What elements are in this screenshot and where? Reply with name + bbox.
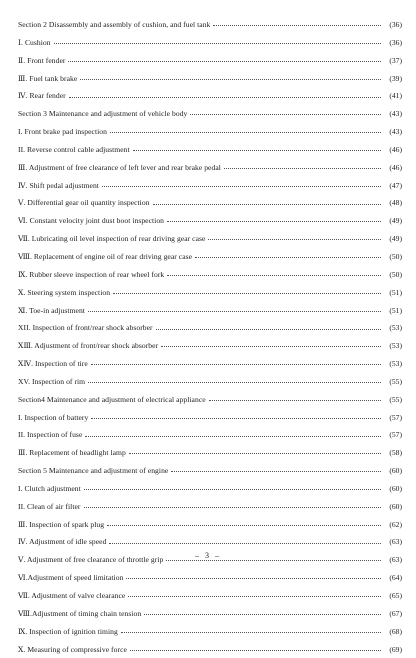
toc-entry[interactable] xyxy=(18,337,402,355)
toc-entry-page: (57) xyxy=(389,430,402,440)
toc-entry-page: (43) xyxy=(389,127,402,137)
dot-leader xyxy=(102,186,381,187)
toc-entry[interactable] xyxy=(18,141,402,159)
toc-entry-page: (49) xyxy=(389,216,402,226)
toc-entry-label: II. Reverse control cable adjustment xyxy=(18,144,130,154)
dot-leader xyxy=(88,382,381,383)
toc-entry-page: (60) xyxy=(389,501,402,511)
toc-entry[interactable] xyxy=(18,248,402,266)
dot-leader xyxy=(195,257,381,258)
toc-entry-label: ⅩⅢ. Adjustment of front/rear shock absorber xyxy=(18,341,159,351)
toc-entry-page: (39) xyxy=(389,73,402,83)
toc-entry-label: Ⅰ. Cushion xyxy=(18,37,51,47)
toc-entry[interactable] xyxy=(18,159,402,177)
dot-leader xyxy=(128,596,381,597)
dot-leader xyxy=(171,471,381,472)
dot-leader xyxy=(54,43,381,44)
toc-entry-page: (46) xyxy=(389,162,402,172)
toc-entry-page: (53) xyxy=(389,359,402,369)
toc-entry[interactable] xyxy=(18,302,402,320)
toc-entry-label: Ⅹ. Measuring of compressive force xyxy=(18,644,127,654)
toc-entry-label: Ⅷ. Replacement of engine oil of rear driving gear case xyxy=(18,251,193,261)
toc-entry-page: (60) xyxy=(389,466,402,476)
toc-entry[interactable] xyxy=(18,123,402,141)
toc-entry-page: (51) xyxy=(389,305,402,315)
toc-entry-page: (36) xyxy=(389,20,402,29)
toc-entry[interactable] xyxy=(18,87,402,105)
toc-entry-page: (48) xyxy=(389,198,402,208)
dot-leader xyxy=(144,614,381,615)
toc-entry[interactable] xyxy=(18,319,402,337)
toc-entry-label: Section 5 Maintenance and adjustment of engine xyxy=(18,466,169,476)
dot-leader xyxy=(80,79,381,80)
toc-entry[interactable] xyxy=(18,498,402,516)
toc-entry-label: II. Clean of air filter xyxy=(18,501,81,511)
toc-entry-label: Ⅶ. Adjustment of valve clearance xyxy=(18,591,126,600)
page-number: – 3 – xyxy=(195,551,221,560)
dot-leader xyxy=(69,97,381,98)
toc-entry[interactable] xyxy=(18,177,402,195)
toc-entry[interactable] xyxy=(18,230,402,248)
toc-entry[interactable] xyxy=(18,533,402,551)
toc-entry-label: Ⅹ. Steering system inspection xyxy=(18,287,111,297)
toc-entry-label: I. Front brake pad inspection xyxy=(18,127,107,137)
toc-entry[interactable] xyxy=(18,426,402,444)
toc-entry-page: (49) xyxy=(389,234,402,244)
toc-entry[interactable] xyxy=(18,373,402,391)
toc-entry[interactable] xyxy=(18,284,402,302)
toc-entry-page: (63) xyxy=(389,537,402,547)
dot-leader xyxy=(133,150,381,151)
toc-entry-page: (64) xyxy=(389,573,402,583)
dot-leader xyxy=(113,293,381,294)
toc-entry-label: Section 2 Disassembly and assembly of cushion, and fuel tank xyxy=(18,20,211,29)
toc-entry[interactable] xyxy=(18,605,402,623)
toc-entry-label: Ⅳ. Shift pedal adjustment xyxy=(18,180,99,190)
toc-entry-label: Ⅴ. Differential gear oil quantity inspection xyxy=(18,198,150,208)
toc-entry-page: (67) xyxy=(389,608,402,618)
dot-leader xyxy=(129,453,381,454)
dot-leader xyxy=(153,204,381,205)
dot-leader xyxy=(107,525,381,526)
dot-leader xyxy=(190,114,381,115)
toc-entry-page: (53) xyxy=(389,323,402,333)
toc-entry-label: I. Inspection of battery xyxy=(18,412,89,422)
toc-entry-page: (63) xyxy=(389,555,402,565)
toc-entry-label: Ⅶ. Lubricating oil level inspection of rear driving gear case xyxy=(18,234,206,244)
toc-entry[interactable] xyxy=(18,194,402,212)
dot-leader xyxy=(91,364,381,365)
toc-entry-page: (46) xyxy=(389,144,402,154)
toc-entry[interactable] xyxy=(18,105,402,123)
toc-entry-page: (62) xyxy=(389,519,402,529)
toc-entry[interactable] xyxy=(18,391,402,409)
toc-entry-page: (50) xyxy=(389,251,402,261)
toc-entry[interactable] xyxy=(18,34,402,52)
toc-entry-label: Ⅷ.Adjustment of timing chain tension xyxy=(18,608,142,618)
toc-entry[interactable] xyxy=(18,70,402,88)
toc-entry[interactable] xyxy=(18,641,402,658)
toc-entry[interactable] xyxy=(18,623,402,641)
toc-entry-label: XV. Inspection of rim xyxy=(18,376,86,386)
dot-leader xyxy=(88,311,381,312)
toc-entry-label: ⅩⅣ. Inspection of tire xyxy=(18,359,88,369)
dot-leader xyxy=(166,560,381,561)
toc-entry-label: Ⅺ. Toe-in adjustment xyxy=(18,305,85,315)
toc-entry[interactable] xyxy=(18,462,402,480)
toc-entry-page: (36) xyxy=(389,37,402,47)
dot-leader xyxy=(68,61,381,62)
dot-leader xyxy=(209,400,381,401)
toc-entry-label: II. Inspection of fuse xyxy=(18,430,83,440)
toc-entry-page: (58) xyxy=(389,448,402,458)
toc-entry-label: Ⅵ.Adjustment of speed limitation xyxy=(18,573,124,583)
toc-entry-label: Ⅲ. Fuel tank brake xyxy=(18,73,78,83)
toc-entry-label: Ⅸ. Inspection of ignition timing xyxy=(18,626,118,636)
toc-entry-label: I. Clutch adjustment xyxy=(18,483,81,493)
toc-entry[interactable] xyxy=(18,587,402,605)
toc-entry-label: Ⅴ. Adjustment of free clearance of throttle grip xyxy=(18,555,164,565)
table-of-contents xyxy=(18,16,402,658)
toc-entry-label: Ⅵ. Constant velocity joint dust boot inspection xyxy=(18,216,165,226)
toc-entry[interactable] xyxy=(18,16,402,34)
toc-entry[interactable] xyxy=(18,569,402,587)
toc-entry-page: (69) xyxy=(389,644,402,654)
toc-entry-label: Ⅱ. Front fender xyxy=(18,55,66,65)
toc-entry-page: (47) xyxy=(389,180,402,190)
toc-entry-label: Ⅸ. Rubber sleeve inspection of rear wheel fork xyxy=(18,269,165,279)
toc-entry[interactable] xyxy=(18,212,402,230)
dot-leader xyxy=(91,418,381,419)
toc-entry[interactable] xyxy=(18,444,402,462)
toc-entry-page: (37) xyxy=(389,55,402,65)
dot-leader xyxy=(156,329,381,330)
toc-entry-page: (60) xyxy=(389,483,402,493)
dot-leader xyxy=(109,543,381,544)
toc-entry-page: (55) xyxy=(389,394,402,404)
toc-entry[interactable] xyxy=(18,52,402,70)
toc-entry-label: Ⅳ. Rear fender xyxy=(18,91,66,101)
dot-leader xyxy=(130,650,381,651)
dot-leader xyxy=(84,507,381,508)
toc-entry-label: Section4 Maintenance and adjustment of electrical appliance xyxy=(18,394,206,404)
toc-entry-page: (41) xyxy=(389,91,402,101)
toc-entry-label: Section 3 Maintenance and adjustment of vehicle body xyxy=(18,109,188,119)
toc-entry-label: Ⅳ. Adjustment of idle speed xyxy=(18,537,107,547)
dot-leader xyxy=(224,168,381,169)
toc-entry-page: (53) xyxy=(389,341,402,351)
dot-leader xyxy=(167,275,381,276)
toc-entry-page: (65) xyxy=(389,591,402,600)
dot-leader xyxy=(167,221,381,222)
toc-entry-page: (50) xyxy=(389,269,402,279)
dot-leader xyxy=(126,578,381,579)
toc-entry-page: (57) xyxy=(389,412,402,422)
toc-entry-page: (68) xyxy=(389,626,402,636)
toc-entry[interactable] xyxy=(18,409,402,427)
toc-entry-page: (43) xyxy=(389,109,402,119)
toc-entry[interactable] xyxy=(18,516,402,534)
toc-entry-label: Ⅲ. Inspection of spark plug xyxy=(18,519,105,529)
dot-leader xyxy=(213,25,381,26)
dot-leader xyxy=(85,436,381,437)
dot-leader xyxy=(84,489,381,490)
toc-entry[interactable] xyxy=(18,355,402,373)
dot-leader xyxy=(121,632,381,633)
dot-leader xyxy=(161,346,381,347)
toc-entry[interactable] xyxy=(18,480,402,498)
toc-entry-label: XII. Inspection of front/rear shock absorber xyxy=(18,323,153,333)
toc-entry[interactable] xyxy=(18,266,402,284)
dot-leader xyxy=(110,132,381,133)
toc-entry-label: Ⅲ. Adjustment of free clearance of left lever and rear brake pedal xyxy=(18,162,221,172)
toc-entry-page: (55) xyxy=(389,376,402,386)
toc-entry-page: (51) xyxy=(389,287,402,297)
toc-entry-label: Ⅲ. Replacement of headlight lamp xyxy=(18,448,126,458)
dot-leader xyxy=(208,239,381,240)
